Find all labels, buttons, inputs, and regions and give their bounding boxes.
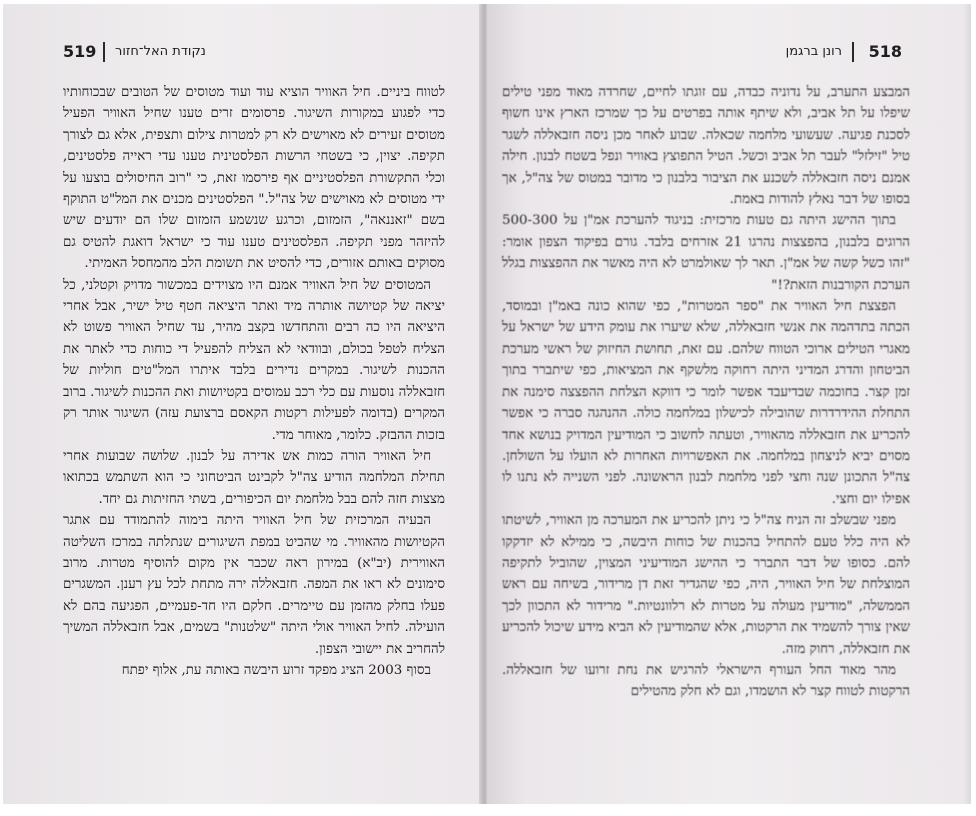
page-number: 518 [868, 42, 902, 61]
header-divider [103, 42, 105, 62]
running-head: רונן ברגמן [785, 44, 842, 59]
paragraph: בתוך ההישג היתה גם טעות מרכזית: בניגוד להערכת אמ"ן על 500-300 הרוגים בלבנון, בהפצצות נהרגו 21 אזרחים בלבד. גורם בפיקוד הצפון אומר: "זהו כשל קשה של אמ"ן. תאר לך שאולמרט לא היה מאשר את ההפצצות בגלל הערכת הקורבנות הזאת?!" [502, 213, 910, 293]
paragraph: המבצע התערב, על נדוניה כבדה, עם זוגתו לחיים, שחרדה מאוד מפני טילים שיפלו על תל אביב, ולא שיתף אותה בפרטים על כך שמרכז הארץ אינו חשוף לסכנת פגיעה. שעשועי מלחמה שכאלה. שבוע לאחר מכן ניסה חזבאללה לשגר טיל "זילזל" לעבר תל אביב וכשל. הטיל התפוצץ באוויר ונפל בשטח לבנון. חילה אמנם ניסה חזבאללה לשכנע את הציבור בלבנון כי מדובר במטוס של צה"ל, אך בסופו של דבר נאלץ להודות באמת. [502, 85, 910, 208]
paragraph: הפצצת חיל האוויר את "ספר המטרות", כפי שהוא כונה באמ"ן ובמוסד, הכתה בתדהמה את אנשי חזבאללה, שלא שיערו את עומק הידע של ישראל על מאגרי הטילים ארוכי הטווח שלהם. עם זאת, תחושת החיזוק של ראשי מערכת הביטחון והדרג המדיני היתה רחוקה מלשקף את המציאות, כפי שיתברר בתוך זמן קצר. בחוכמה שבדיעבד אפשר לומר כי דווקא הצלחת ההפצצה סימנה את התחלת ההידרדרות שהובילה לכישלון במלחמה כולה. ההנהגה סברה כי אפשר להכריע את חזבאללה מהאוויר, וטעתה לחשוב כי המודיעין המדויק בנושא אחד מסוים יביא לניצחון במלחמה. את האפשרויות האחרות לא הועלו על השולחן. צה"ל התכונן שנה וחצי לפני מלחמת לבנון הראשונה. לפני השנייה לא נתנו לו אפילו יום וחצי. [502, 299, 910, 507]
body-text [63, 82, 445, 681]
page-edge-right [963, 4, 971, 804]
header-divider [852, 42, 854, 62]
body-text [502, 82, 910, 703]
right-page-header [502, 42, 902, 68]
left-page-header [63, 42, 423, 68]
paragraph: המטוסים של חיל האוויר אמנם היו מצוידים במכשור מדויק וקטלני, כל יציאה של קטיושה אותרה מיד ואתר היציאה חטף טיל ישיר, אבל אחרי היציאה היו כה רבים והתחדשו בקצב מהיר, עד שחיל האוויר פשוט לא הצליח לטפל בכולם, ובוודאי לא הצליח להפעיל די כוחות כדי לאתר את ההכנות לשיגור. במקרים נדירים בלבד איתרו המל"טים חוליות של חזבאללה נוסעות עם כלי רכב עמוסים בקטיושות ואת ההכנות לשיגור. ברוב המקרים (בדומה לפעילות רקטות הקאסם ברצועת עזה) השיגור אותר רק בזכות ההבזק. כלומר, מאוחר מדי. [63, 277, 445, 443]
paragraph: הבעיה המרכזית של חיל האוויר היתה בימוה להתמודד עם אתגר הקטיושות מהאוויר. מי שהביט במפת השיגורים שנתלתה במרכז השליטה האווירית (יב"א) במירון ראה שכבר אין מקום להוסיף מטרות. מרוב סימונים לא ראו את המפה. חזבאללה ירה מתחת לכל עץ רענן. המשגרים פעלו בחלק מהזמן עם טיימרים. חלקם היו חד-פעמיים, הפגיעה בהם לא הועילה. לחיל האוויר אולי היתה "שלטנות" בשמים, אבל חזבאללה המשיך להחריב את יישובי הצפון. [63, 513, 445, 657]
page-number: 519 [63, 42, 97, 61]
paragraph: מהר מאוד החל העורף הישראלי להרגיש את נחת זרועו של חזבאללה. הרקטות לטווח קצר לא הושמדו, וגם לא חלק מהטילים [502, 662, 910, 700]
paragraph: מפני שבשלב זה הניח צה"ל כי ניתן להכריע את המערכה מן האוויר, לשיטתו לא היה כלל טעם להתחיל בהכנות של כוחות היבשה, כי ממילא לא יזדקקו להם. כסופו של דבר התברר כי ההישג המודיעיני המצוין, שהוביל לתקיפה המוצלחת של חיל האוויר, היה, כפי שהגדיר זאת דן מרידור, בשיחה עם ראש הממשלה, "מודיעין מעולה על מטרות לא רלוונטיות." מרידור לא התכוון לכך שאין צורך להשמיד את הרקטות, אלא שהמודיעין לא הביא מידע שיכול להכריע את חזבאללה, רחוק מזה. [502, 513, 910, 657]
left-page [3, 4, 481, 804]
book-spread [3, 4, 971, 804]
paragraph: חיל האוויר הורה כמות אש אדירה על לבנון. שלושה שבועות אחרי תחילת המלחמה הודיע צה"ל לקבינט הביטחוני כי הוא השתמש בכתואו מצצות חזה להם בבל מלחמת יום הכיפורים, בשתי החזיתות גם יחד. [63, 448, 445, 507]
paragraph: לטווח ביניים. חיל האוויר הוציא עוד ועוד מטוסים של הטובים שבכוחותיו כדי לפגוע במקורות השיגור. פרסומים זרים טענו שחיל האוויר הפעיל מטוסים זעירים לא מאוישים לא רק למטרות צילום ותצפית, אלא גם לצורך תקיפה. יצוין, כי בשטחי הרשות הפלסטינית טענו עדי ראייה פלסטינים, וכלי התקשורת הפלסטיניים אף פירסמו זאת, כי "רוב החיסולים בוצעו על ידי מטוסים לא מאוישים של צה"ל." הפלסטינים מכנים את המל"ט התוקף בשם "זאננאה", הזמזום, וכרגע שנשמע הזמזום שלו הם יודעים שיש להיזהר מפני תקיפה. הפלסטינים טענו עוד כי ישראל דואגת להטיס גם מסוקים באותם אזורים, כדי להסיט את תשומת הלב מהמחסל האמיתי. [63, 85, 445, 272]
running-head: נקודת האל־חזור [115, 44, 206, 59]
paragraph: בסוף 2003 הציג מפקד זרוע היבשה באותה עת, אלוף יפתח [121, 662, 431, 678]
right-page [487, 4, 971, 804]
